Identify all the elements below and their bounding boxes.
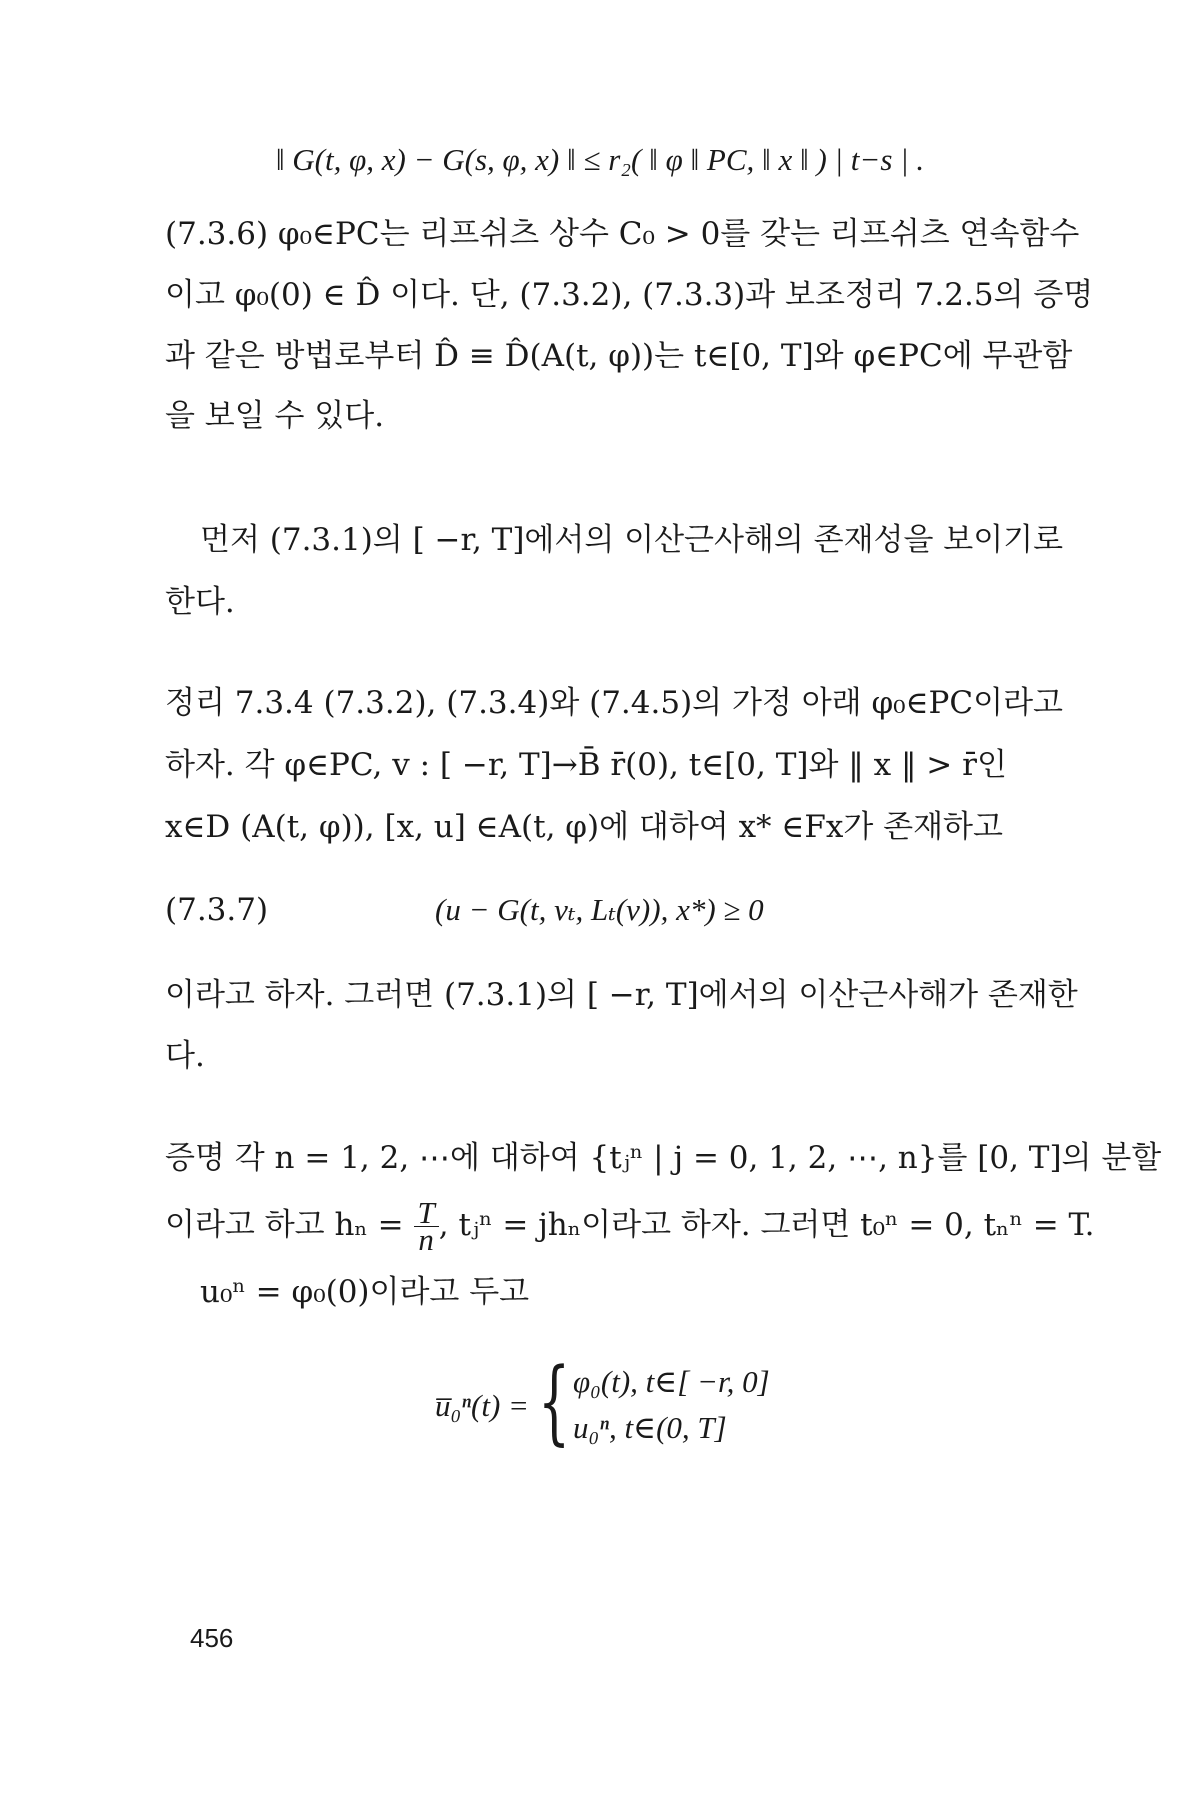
fraction-denominator: n xyxy=(418,1222,434,1257)
intro-line-2: 한다. xyxy=(165,584,235,620)
equation-737-label: (7.3.7) xyxy=(165,892,269,928)
paragraph-736-line-4: 을 보일 수 있다. xyxy=(165,398,385,434)
page-number: 456 xyxy=(190,1623,234,1653)
left-brace: { xyxy=(538,1348,571,1455)
proof-line-2 xyxy=(165,1195,1095,1257)
paragraph-736-line-2: 이고 φ₀(0) ∈ D̂ 이다. 단, (7.3.2), (7.3.3)과 보조정리 7.2.5의 증명 xyxy=(165,277,1094,313)
proof-line-2-start: 이라고 하고 hₙ = xyxy=(165,1207,414,1243)
proof-line-1: 증명 각 n = 1, 2, ⋯에 대하여 {tⱼⁿ | j = 0, 1, 2, ⋯, n}를 [0, T]의 분할 xyxy=(165,1140,1162,1176)
paragraph-736-line-1: (7.3.6) φ₀∈PC는 리프쉬츠 상수 C₀ > 0를 갖는 리프쉬츠 연속함수 xyxy=(165,216,1080,252)
proof-line-3: u₀ⁿ = φ₀(0)이라고 두고 xyxy=(200,1274,530,1310)
case-2: u₀ⁿ, t∈(0, T] xyxy=(573,1410,727,1445)
theorem-line-1: 정리 7.3.4 (7.3.2), (7.3.4)와 (7.4.5)의 가정 아래 φ₀∈PC이라고 xyxy=(165,685,1063,721)
theorem-line-3: x∈D (A(t, φ)), [x, u] ∈A(t, φ)에 대하여 x* ∈Fx가 존재하고 xyxy=(165,809,1003,845)
case-1: φ₀(t), t∈[ −r, 0] xyxy=(573,1364,770,1399)
proof-line-2-end: , tⱼⁿ = jhₙ이라고 하자. 그러면 t₀ⁿ = 0, tₙⁿ = T. xyxy=(438,1207,1095,1243)
equation-737-body: (u − G(t, vₜ, Lₜ(v)), x*) ≥ 0 xyxy=(435,892,764,927)
cases-lhs: u̅₀ⁿ(t) = xyxy=(435,1388,529,1423)
conclusion-line-1: 이라고 하자. 그러면 (7.3.1)의 [ −r, T]에서의 이산근사해가 존재한 xyxy=(165,977,1078,1013)
fraction-numerator: T xyxy=(414,1200,439,1227)
conclusion-line-2: 다. xyxy=(165,1038,205,1074)
inequality-equation: ‖ G(t, φ, x) − G(s, φ, x) ‖ ≤ r₂( ‖ φ ‖ PC, ‖ x ‖ ) | t−s | . xyxy=(275,142,925,177)
fraction-t-over-n xyxy=(414,1195,439,1257)
intro-line-1: 먼저 (7.3.1)의 [ −r, T]에서의 이산근사해의 존재성을 보이기로 xyxy=(200,522,1064,558)
paragraph-736-line-3: 과 같은 방법로부터 D̂ ≡ D̂(A(t, φ))는 t∈[0, T]와 φ∈PC에 무관함 xyxy=(165,338,1073,374)
theorem-line-2: 하자. 각 φ∈PC, v : [ −r, T]→B̄ r̄(0), t∈[0, T]와 ‖ x ‖ > r̄인 xyxy=(165,747,1007,783)
